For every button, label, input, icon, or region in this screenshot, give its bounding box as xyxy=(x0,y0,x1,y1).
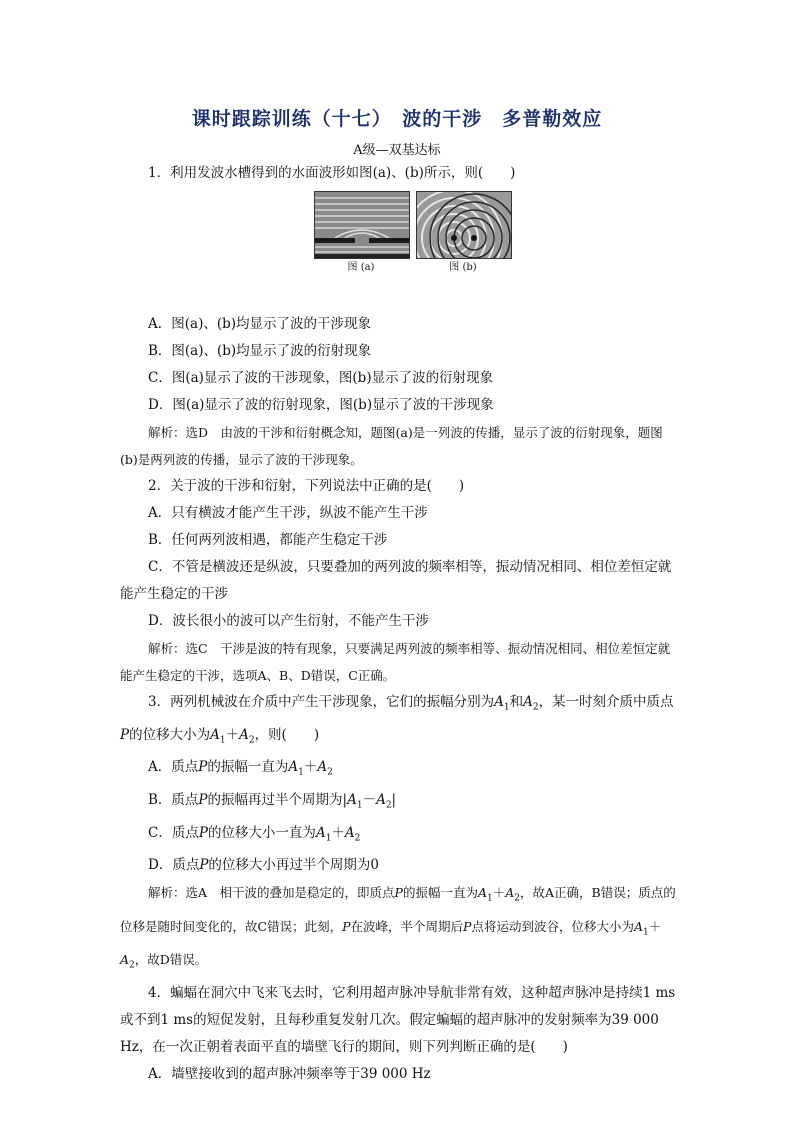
question-3-option-d: D．质点P的位移大小再过半个周期为0 xyxy=(148,857,380,874)
level-heading: A级—双基达标 xyxy=(353,143,441,158)
question-1-stem: 1．利用发波水槽得到的水面波形如图(a)、(b)所示，则( ) xyxy=(148,165,516,181)
question-1-option-b: B．图(a)、(b)均显示了波的衍射现象 xyxy=(148,343,372,359)
document-body xyxy=(120,160,676,1088)
question-3-stem: 3．两列机械波在介质中产生干涉现象，它们的振幅分别为$A_1$和$A_2$，某一时刻介质中质点P的位移大小为$A_1+A_2$，则( ) xyxy=(120,694,674,746)
figure-b-caption: 图 (b) xyxy=(449,262,477,273)
question-3-option-b: B．质点P的振幅再过半个周期为$|A_1-A_2|$ xyxy=(148,792,397,811)
question-4-option-a: A．墙壁接收到的超声脉冲频率等于39 000 Hz xyxy=(148,1065,431,1082)
diffraction-wave-image xyxy=(314,191,410,259)
question-2-solution: 解析：选C 干涉是波的特有现象，只要满足两列波的频率相等、振动情况相同、相位差恒定就能产生稳定的干涉，选项A、B、D错误，C正确。 xyxy=(120,641,671,683)
question-1-solution: 解析：选D 由波的干涉和衍射概念知，题图(a)是一列波的传播，显示了波的衍射现象，题图(b)是两列波的传播，显示了波的干涉现象。 xyxy=(120,425,663,467)
question-3-solution: 解析：选A 相干波的叠加是稳定的，即质点P的振幅一直为$A_1+A_2$，故A正确，B错误；质点的位移是随时间变化的，故C错误；此刻，P在波峰，半个周期后P点将运动到波谷，位移大小为$A_1+A_2$，故D错误。 xyxy=(120,885,676,971)
question-4-stem: 4．蝙蝠在洞穴中飞来飞去时，它利用超声脉冲导航非常有效，这种超声脉冲是持续1 ms或不到1 ms的短促发射，且每秒重复发射几次。假定蝙蝠的超声脉冲的发射频率为39 000 Hz，在一次正朝着表面平直的墙壁飞行的期间，则下列判断正确的是( ) xyxy=(120,984,676,1055)
question-1-option-c: C．图(a)显示了波的干涉现象，图(b)显示了波的衍射现象 xyxy=(148,370,494,386)
figure-b xyxy=(416,191,510,275)
interference-wave-image xyxy=(416,191,512,259)
question-2-option-c: C．不管是横波还是纵波，只要叠加的两列波的频率相等，振动情况相同、相位差恒定就能产生稳定的干涉 xyxy=(120,559,672,602)
question-2-option-b: B．任何两列波相遇，都能产生稳定干涉 xyxy=(148,532,388,548)
question-1-option-a: A．图(a)、(b)均显示了波的干涉现象 xyxy=(148,316,372,332)
question-2-option-d: D．波长很小的波可以产生衍射，不能产生干涉 xyxy=(148,613,429,629)
figure-a-caption: 图 (a) xyxy=(347,262,375,273)
question-3-option-c: C．质点P的位移大小一直为$A_1+A_2$ xyxy=(148,824,361,844)
question-1-option-d: D．图(a)显示了波的衍射现象，图(b)显示了波的干涉现象 xyxy=(148,397,494,413)
question-1-figures xyxy=(120,191,676,309)
question-2-stem: 2．关于波的干涉和衍射，下列说法中正确的是( ) xyxy=(148,478,465,494)
question-3-option-a: A．质点P的振幅一直为$A_1+A_2$ xyxy=(148,759,333,779)
question-2-option-a: A．只有横波才能产生干涉，纵波不能产生干涉 xyxy=(148,505,428,521)
figure-a xyxy=(314,191,408,275)
page-title: 课时跟踪训练（十七） 波的干涉 多普勒效应 xyxy=(191,108,603,130)
